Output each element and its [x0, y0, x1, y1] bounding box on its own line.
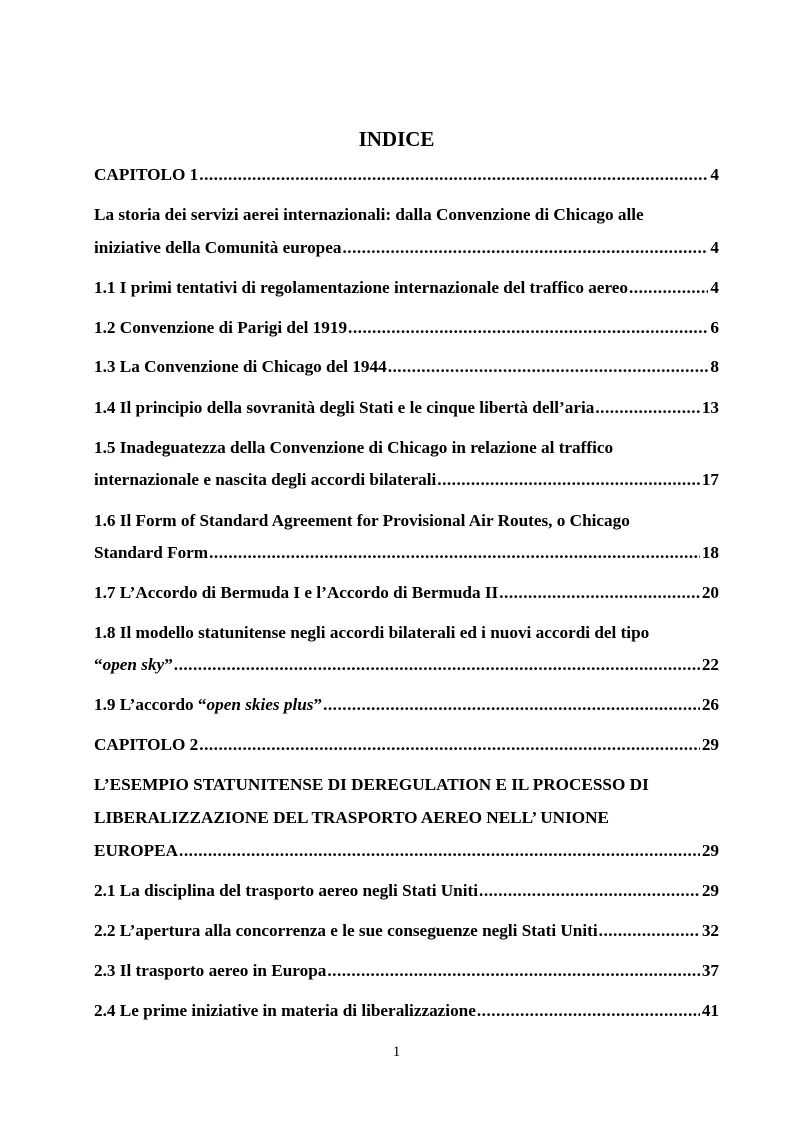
italic-term: open sky	[102, 655, 165, 674]
toc-entry-text: 1.4 Il principio della sovranità degli Stati e le cinque libertà dell’aria	[94, 398, 595, 417]
toc-entry-text: iniziative della Comunità europea	[94, 238, 342, 257]
italic-term: open skies plus	[206, 695, 314, 714]
toc-leader-dots	[173, 653, 700, 677]
toc-entry-1-7[interactable]	[94, 581, 719, 605]
toc-page-number: 4	[710, 165, 719, 184]
entry-suffix: ”	[313, 695, 323, 714]
toc-page-number: 13	[701, 398, 719, 417]
toc-leader-dots	[326, 959, 699, 983]
toc-leader-dots	[476, 999, 700, 1023]
toc-entry-text: 1.2 Convenzione di Parigi del 1919	[94, 318, 348, 337]
toc-page-number: 29	[701, 881, 719, 900]
toc-page-number: 20	[701, 583, 719, 602]
toc-entry-text: 1.3 La Convenzione di Chicago del 1944	[94, 357, 387, 376]
toc-entry-text: 1.6 Il Form of Standard Agreement for Provisional Air Routes, o Chicago	[94, 511, 630, 530]
toc-page-number: 6	[710, 318, 719, 337]
toc-entry-2-2[interactable]	[94, 919, 719, 943]
toc-entry-text: CAPITOLO 1	[94, 165, 199, 184]
toc-entry-text: 1.8 Il modello statunitense negli accordi bilaterali ed i nuovi accordi del tipo	[94, 623, 650, 642]
toc-leader-dots	[594, 396, 699, 420]
toc-entry-1-8-line1[interactable]	[94, 621, 719, 645]
toc-page-number: 18	[701, 543, 719, 562]
toc-page-number: 4	[710, 238, 719, 257]
toc-leader-dots	[598, 919, 700, 943]
toc-entry-chapter-2-title-line3[interactable]	[94, 839, 719, 863]
toc-entry-text: 2.1 La disciplina del trasporto aereo negli Stati Uniti	[94, 881, 479, 900]
toc-entry-text: CAPITOLO 2	[94, 735, 199, 754]
toc-entry-1-2[interactable]	[94, 316, 719, 340]
toc-leader-dots	[178, 839, 700, 863]
toc-entry-text: 2.2 L’apertura alla concorrenza e le sue conseguenze negli Stati Uniti	[94, 921, 598, 940]
toc-page-number: 29	[701, 841, 719, 860]
page-number-footer: 1	[392, 1044, 401, 1060]
toc-entry-text: LIBERALIZZAZIONE DEL TRASPORTO AEREO NELL’ UNIONE	[94, 808, 610, 827]
toc-page-number: 22	[701, 655, 719, 674]
toc-page-number: 26	[701, 695, 719, 714]
toc-entry-chapter-1-title-line1[interactable]	[94, 203, 719, 227]
toc-entry-1-3[interactable]	[94, 355, 719, 379]
toc-entry-text: internazionale e nascita degli accordi bilaterali	[94, 470, 437, 489]
toc-page-number: 32	[701, 921, 719, 940]
toc-entry-text	[94, 693, 322, 717]
toc-entry-1-1[interactable]	[94, 276, 719, 300]
toc-entry-1-9[interactable]	[94, 693, 719, 717]
toc-entry-chapter-1[interactable]	[94, 163, 719, 187]
toc-page-number: 29	[701, 735, 719, 754]
toc-entry-text: 1.1 I primi tentativi di regolamentazione internazionale del traffico aereo	[94, 278, 628, 297]
toc-entry-text: Standard Form	[94, 543, 209, 562]
toc-entry-1-6-line2[interactable]	[94, 541, 719, 565]
toc-entry-2-1[interactable]	[94, 879, 719, 903]
toc-leader-dots	[322, 693, 700, 717]
toc-leader-dots	[198, 163, 708, 187]
toc-entry-2-3[interactable]	[94, 959, 719, 983]
toc-leader-dots	[347, 316, 708, 340]
toc-entry-text: 2.3 Il trasporto aereo in Europa	[94, 961, 327, 980]
toc-entry-text	[94, 653, 173, 677]
toc-entry-1-8-line2[interactable]	[94, 653, 719, 677]
toc-entry-1-4[interactable]	[94, 396, 719, 420]
toc-page-number: 8	[710, 357, 719, 376]
toc-entry-text: L’ESEMPIO STATUNITENSE DI DEREGULATION E IL PROCESSO DI	[94, 775, 649, 794]
toc-entry-chapter-1-title-line2[interactable]	[94, 236, 719, 260]
toc-entry-1-5-line1[interactable]	[94, 436, 719, 460]
toc-entry-2-4[interactable]	[94, 999, 719, 1023]
toc-entry-text: 1.5 Inadeguatezza della Convenzione di Chicago in relazione al traffico	[94, 438, 614, 457]
toc-leader-dots	[498, 581, 700, 605]
toc-leader-dots	[198, 733, 700, 757]
index-title: INDICE	[358, 127, 435, 151]
open-quote: “	[94, 655, 103, 674]
toc-page-number: 37	[701, 961, 719, 980]
toc-entry-chapter-2-title-line1[interactable]	[94, 773, 719, 797]
toc-entry-chapter-2-title-line2[interactable]	[94, 806, 719, 830]
toc-leader-dots	[387, 355, 709, 379]
toc-entry-1-6-line1[interactable]	[94, 509, 719, 533]
toc-leader-dots	[478, 879, 700, 903]
toc-entry-chapter-2[interactable]	[94, 733, 719, 757]
toc-entry-text: 1.7 L’Accordo di Bermuda I e l’Accordo di Bermuda II	[94, 583, 499, 602]
toc-page-number: 17	[701, 470, 719, 489]
entry-prefix: 1.9 L’accordo “	[94, 695, 207, 714]
toc-entry-text: 2.4 Le prime iniziative in materia di liberalizzazione	[94, 1001, 476, 1020]
close-quote: ”	[164, 655, 173, 674]
toc-leader-dots	[628, 276, 708, 300]
toc-entry-1-5-line2[interactable]	[94, 468, 719, 492]
toc-leader-dots	[208, 541, 700, 565]
toc-entry-text: EUROPEA	[94, 841, 179, 860]
toc-page-number: 41	[701, 1001, 719, 1020]
toc-page-number: 4	[710, 278, 719, 297]
toc-entry-text: La storia dei servizi aerei internazionali: dalla Convenzione di Chicago alle	[94, 205, 644, 224]
toc-leader-dots	[341, 236, 708, 260]
toc-leader-dots	[436, 468, 700, 492]
